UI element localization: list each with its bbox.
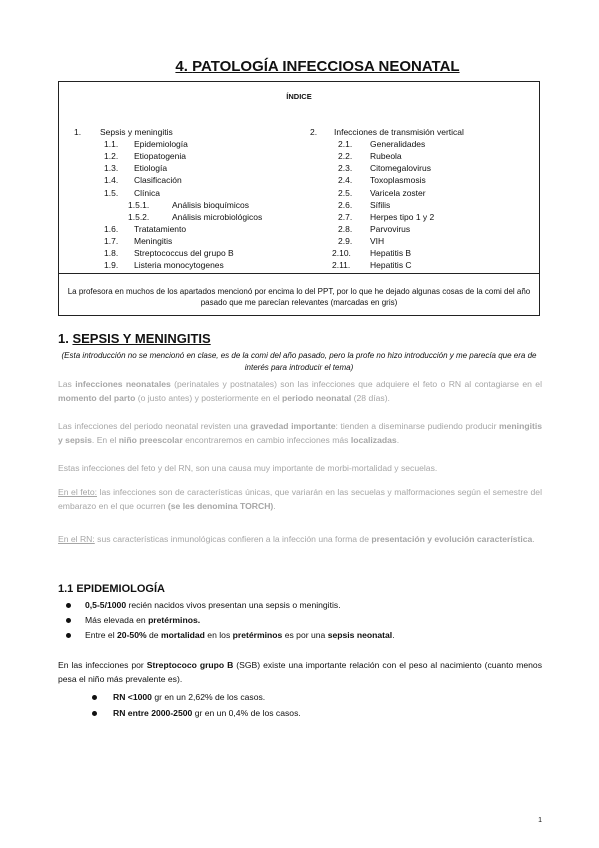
left-label: Clasificación	[134, 175, 182, 186]
right-number: 2.8.	[338, 223, 353, 234]
right-label: Infecciones de transmisión vertical	[334, 127, 464, 137]
left-number: 1.9.	[104, 260, 119, 271]
left-number: 1.5.	[104, 187, 119, 198]
bullet-icon	[66, 633, 71, 638]
list-item: RN entre 2000-2500 gr en un 0,4% de los casos.	[92, 708, 301, 718]
left-label: Meningitis	[134, 235, 173, 246]
right-label: VIH	[370, 235, 385, 246]
index-box	[58, 81, 540, 274]
left-number: 1.6.	[104, 223, 119, 234]
right-number: 2.6.	[338, 199, 353, 210]
left-label: Epidemiología	[134, 139, 188, 150]
paragraph-morbi-mortality: Estas infecciones del feto y del RN, son una causa muy importante de morbi-mortalidad y secuelas.	[58, 463, 438, 473]
right-label: Toxoplasmosis	[370, 175, 426, 186]
bullet-icon	[92, 711, 97, 716]
list-item: RN <1000 gr en un 2,62% de los casos.	[92, 692, 265, 702]
left-label: Clínica	[134, 187, 160, 198]
list-item: Más elevada en pretérminos.	[66, 615, 200, 625]
right-number: 2.10.	[332, 248, 351, 258]
right-number: 2.1.	[338, 139, 353, 150]
left-label: Análisis microbiológicos	[172, 211, 263, 222]
left-label: Etiopatogenia	[134, 151, 186, 162]
bullet-icon	[66, 603, 71, 608]
right-label: Varicela zoster	[370, 187, 426, 198]
index-heading: ÍNDICE	[286, 92, 312, 101]
list-item: 0,5-5/1000 recién nacidos vivos presentan una sepsis o meningitis.	[66, 600, 341, 610]
left-label: Tratatamiento	[134, 223, 187, 234]
left-number: 1.2.	[104, 151, 119, 162]
left-label: Streptococcus del grupo B	[134, 248, 234, 258]
left-number: 1.3.	[104, 163, 119, 174]
left-number: 1.	[74, 127, 82, 137]
right-label: Herpes tipo 1 y 2	[370, 211, 435, 222]
section-heading-sepsis: 1. SEPSIS Y MENINGITIS	[58, 331, 211, 346]
right-label: Citomegalovirus	[370, 163, 431, 174]
left-label: Sepsis y meningitis	[100, 127, 173, 137]
right-label: Hepatitis B	[370, 248, 412, 258]
index-note: La profesora en muchos de los apartados mencionó por encima lo del PPT, por lo que he dejado algunas cosas de la comi del año pasado que me parecían relevantes (marcadas en gris)	[67, 287, 531, 307]
bullet-icon	[92, 695, 97, 700]
paragraph-neonatal-infections: Las infecciones neonatales (perinatales y postnatales) son las infecciones que adquiere el feto o RN al contagiarse en el momento del parto (o justo antes) y posteriormente en el periodo neonatal (28 días).	[58, 379, 542, 403]
right-label: Rubeola	[370, 151, 402, 162]
right-number: 2.	[310, 127, 318, 137]
section-heading-epidemiology: 1.1 EPIDEMIOLOGÍA	[58, 583, 165, 595]
left-number: 1.5.1.	[128, 199, 150, 210]
right-number: 2.7.	[338, 211, 353, 222]
left-label: Listeria monocytogenes	[134, 260, 224, 271]
section-intro-note: (Esta introducción no se mencionó en clase, es de la comi del año pasado, pero la profe no hizo introducción y me parecía que era de interés para introducir el tema)	[61, 351, 537, 372]
right-number: 2.3.	[338, 163, 353, 174]
paragraph-fetus: En el feto: las infecciones son de características únicas, que variarán en las secuelas y malformaciones según el semestre del embarazo en el que ocurren (se les denomina TORCH).	[58, 487, 542, 511]
left-label: Análisis bioquímicos	[172, 199, 250, 210]
right-label: Sífilis	[370, 199, 391, 210]
left-number: 1.4.	[104, 175, 119, 186]
paragraph-sgb: En las infecciones por Streptococo grupo B (SGB) existe una importante relación con el peso al nacimiento (cuanto menos pesa el niño más prevalente es).	[58, 660, 542, 684]
page-number: 1	[538, 817, 542, 824]
right-number: 2.9.	[338, 235, 353, 246]
left-label: Etiología	[134, 163, 168, 174]
right-label: Parvovirus	[370, 223, 411, 234]
left-number: 1.8.	[104, 248, 119, 258]
right-number: 2.11.	[332, 260, 351, 271]
left-number: 1.1.	[104, 139, 119, 150]
bullet-icon	[66, 618, 71, 623]
right-label: Hepatitis C	[370, 260, 412, 271]
list-item: Entre el 20-50% de mortalidad en los pretérminos es por una sepsis neonatal.	[66, 630, 395, 640]
right-number: 2.5.	[338, 187, 353, 198]
left-number: 1.7.	[104, 235, 119, 246]
page-title: 4. PATOLOGÍA INFECCIOSA NEONATAL	[175, 58, 460, 75]
right-number: 2.2.	[338, 151, 353, 162]
paragraph-newborn: En el RN: sus características inmunológicas confieren a la infección una forma de presentación y evolución característica.	[58, 534, 535, 544]
right-label: Generalidades	[370, 139, 426, 150]
left-number: 1.5.2.	[128, 211, 150, 222]
paragraph-neonatal-severity: Las infecciones del periodo neonatal revisten una gravedad importante: tienden a diseminarse pudiendo producir meningitis y sepsis. En el niño preescolar encontraremos en cambio infecciones más localizadas.	[58, 421, 542, 445]
right-number: 2.4.	[338, 175, 353, 186]
